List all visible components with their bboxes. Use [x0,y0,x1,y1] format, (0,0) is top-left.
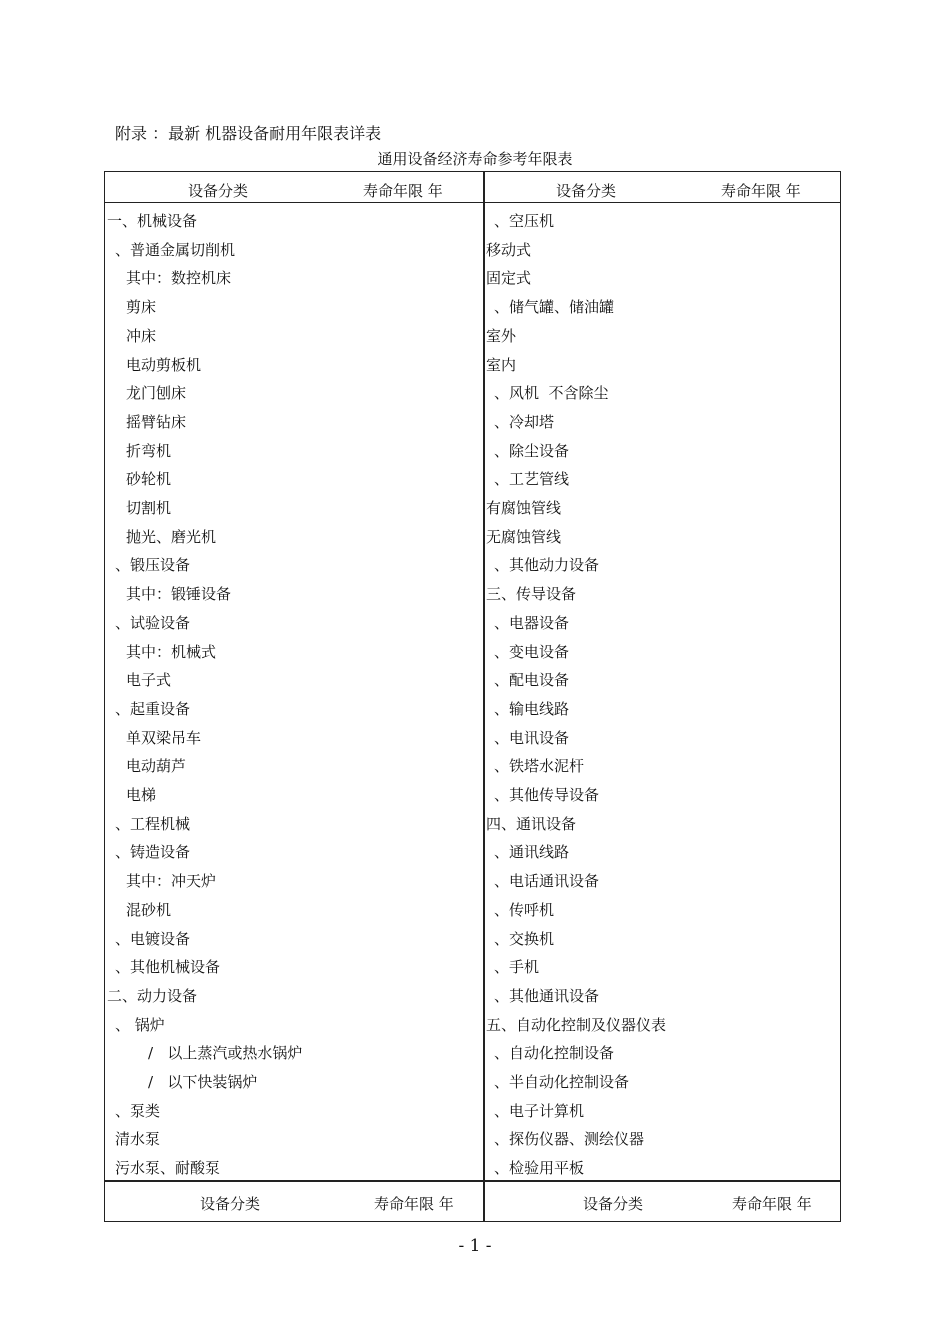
page-number: - 1 - [458,1236,492,1256]
table-row-right: 、风机 不含除尘 [494,384,609,403]
table-row-left: 其中：冲天炉 [126,872,217,891]
table-row-right: 、输电线路 [494,699,570,718]
table-row-left: 、铸造设备 [115,843,191,862]
table-row-right: 、电器设备 [494,613,570,632]
table-row-right: 、检验用平板 [494,1159,585,1178]
table-row-left: 电动葫芦 [126,757,187,776]
table-row-right: 、除尘设备 [494,441,570,460]
table-row-left: 折弯机 [126,441,172,460]
table-row-left: 其中：机械式 [126,642,217,661]
table-row-left: 、锻压设备 [115,556,191,575]
table-row-right: 、其他通讯设备 [494,986,600,1005]
table-row-left: 切割机 [126,499,172,517]
header-left-category: 设备分类 [188,182,249,200]
table-row-left: 混砂机 [126,900,172,919]
table-row-right: 、冷却塔 [494,412,555,431]
footer-right-life: 寿命年限 年 [732,1195,812,1213]
table-row-right: 、工艺管线 [494,470,570,489]
table-row-right: 三、传导设备 [486,585,577,604]
table-row-left: 一、机械设备 [107,212,198,230]
document-heading: 附录 ：最新 机器设备耐用年限表详表 [115,124,382,143]
table-row-left: 冲床 [126,326,157,345]
header-right-category: 设备分类 [556,182,617,200]
table-row-right: 、电话通讯设备 [494,872,600,891]
header-right-life: 寿命年限 年 [721,182,801,200]
table-row-right: 室内 [486,355,517,374]
table-row-right: 、电讯设备 [494,728,570,747]
table-row-right: 、铁塔水泥杆 [494,757,585,776]
table-row-right: 、探伤仪器、测绘仪器 [494,1130,645,1149]
table-title: 通用设备经济寿命参考年限表 [377,150,573,168]
table-row-left: 污水泵、耐酸泵 [115,1159,221,1178]
table-row-left: / 以上蒸汽或热水锅炉 [148,1044,303,1063]
table-row-left: 、普通金属切削机 [115,240,236,259]
table-row-right: 五、自动化控制及仪器仪表 [486,1015,667,1034]
header-left-life: 寿命年限 年 [363,182,443,200]
table-row-right: 有腐蚀管线 [486,499,562,517]
table-row-left: 、 锅炉 [115,1015,165,1034]
table-row-right: 室外 [486,326,517,345]
footer-right-category: 设备分类 [583,1195,644,1213]
table-row-right: 、自动化控制设备 [494,1044,615,1063]
footer-left-category: 设备分类 [200,1195,261,1213]
table-row-right: 、其他传导设备 [494,786,600,804]
table-row-left: 清水泵 [115,1130,161,1149]
table-row-left: 其中：数控机床 [126,269,232,288]
equipment-life-table [104,171,841,1222]
footer-divider [104,1180,841,1182]
table-row-left: 电子式 [126,671,172,690]
table-row-right: 、交换机 [494,929,555,948]
table-row-left: 、工程机械 [115,814,191,833]
table-row-right: 、半自动化控制设备 [494,1073,630,1091]
table-row-left: 、电镀设备 [115,929,191,948]
table-row-right: 、手机 [494,958,540,977]
table-row-left: 、其他机械设备 [115,958,221,977]
table-row-right: 、配电设备 [494,671,570,690]
table-row-right: 固定式 [486,269,532,288]
table-row-left: 、泵类 [115,1101,161,1120]
table-row-left: 、起重设备 [115,699,191,718]
column-divider [483,171,485,1222]
footer-left-life: 寿命年限 年 [374,1195,454,1213]
table-row-right: 、变电设备 [494,642,570,661]
table-row-right: 、传呼机 [494,900,555,919]
table-row-left: 龙门刨床 [126,384,187,403]
table-row-right: 四、通讯设备 [486,814,577,833]
table-row-left: 其中：锻锤设备 [126,585,232,604]
table-row-right: 、电子计算机 [494,1101,585,1120]
table-row-right: 、通讯线路 [494,843,570,862]
table-row-left: 、试验设备 [115,613,191,632]
table-row-left: 剪床 [126,298,157,317]
table-row-left: 电动剪板机 [126,355,202,374]
table-row-right: 、其他动力设备 [494,556,600,575]
table-row-left: 摇臂钻床 [126,412,187,431]
table-row-right: 、空压机 [494,212,555,230]
table-row-right: 移动式 [486,240,532,259]
table-row-left: 二、动力设备 [107,986,198,1005]
table-row-left: / 以下快装锅炉 [148,1073,258,1091]
table-row-right: 无腐蚀管线 [486,527,562,546]
table-row-left: 单双梁吊车 [126,728,202,747]
header-divider [104,202,841,203]
table-row-left: 抛光、磨光机 [126,527,217,546]
table-row-left: 电梯 [126,786,157,804]
table-row-right: 、储气罐、储油罐 [494,298,615,317]
table-row-left: 砂轮机 [126,470,172,489]
